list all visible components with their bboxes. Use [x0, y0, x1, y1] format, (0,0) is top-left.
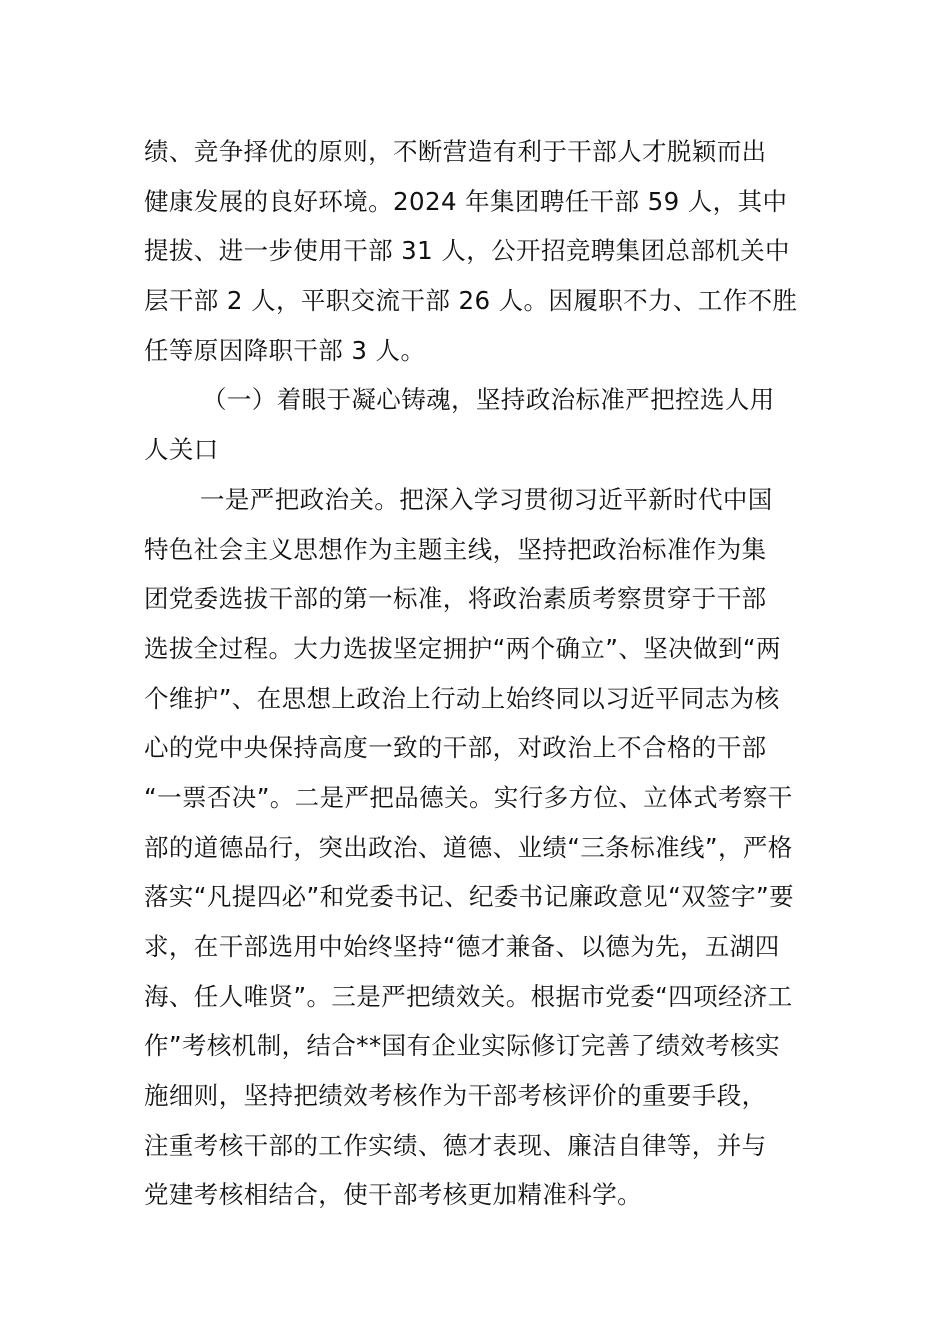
paragraph-first-line: 一是严把政治关。把深入学习贯彻习近平新时代中国	[200, 484, 773, 514]
body-line: 党建考核相结合，使干部考核更加精准科学。	[144, 1180, 642, 1210]
body-line: 选拔全过程。大力选拔坚定拥护“两个确立”、坚决做到“两	[144, 633, 781, 663]
body-line: “一票否决”。二是严把品德关。实行多方位、立体式考察干	[144, 782, 793, 812]
section-heading-continued: 人关口	[144, 435, 219, 465]
body-line: 个维护”、在思想上政治上行动上始终同以习近平同志为核	[144, 683, 780, 713]
body-line: 海、任人唯贤”。三是严把绩效关。根据市党委“四项经济工	[144, 981, 793, 1011]
body-line: 求，在干部选用中始终坚持“德才兼备、以德为先，五湖四	[144, 932, 780, 961]
body-line: 提拔、进一步使用干部 31 人，公开招竞聘集团总部机关中	[144, 236, 790, 266]
body-line: 心的党中央保持高度一致的干部，对政治上不合格的干部	[144, 733, 767, 763]
document-body	[144, 127, 814, 1220]
body-line: 注重考核干部的工作实绩、德才表现、廉洁自律等，并与	[144, 1130, 767, 1160]
body-line: 作”考核机制，结合**国有企业实际修订完善了绩效考核实	[144, 1031, 780, 1061]
body-line: 部的道德品行，突出政治、道德、业绩“三条标准线”，严格	[144, 832, 793, 862]
body-line: 特色社会主义思想作为主题主线，坚持把政治标准作为集	[144, 534, 767, 564]
body-line: 施细则，坚持把绩效考核作为干部考核评价的重要手段，	[144, 1081, 767, 1111]
body-line: 落实“凡提四必”和党委书记、纪委书记廉政意见“双签字”要	[144, 882, 794, 912]
body-line: 绩、竞争择优的原则，不断营造有利于干部人才脱颖而出	[144, 137, 767, 166]
body-line: 团党委选拔干部的第一标准，将政治素质考察贯穿于干部	[144, 584, 767, 614]
body-line: 健康发展的良好环境。2024 年集团聘任干部 59 人，其中	[144, 186, 788, 216]
body-line: 任等原因降职干部 3 人。	[144, 335, 426, 365]
section-heading: （一）着眼于凝心铸魂，坚持政治标准严把控选人用	[202, 385, 775, 415]
body-line: 层干部 2 人，平职交流干部 26 人。因履职不力、工作不胜	[144, 286, 798, 316]
